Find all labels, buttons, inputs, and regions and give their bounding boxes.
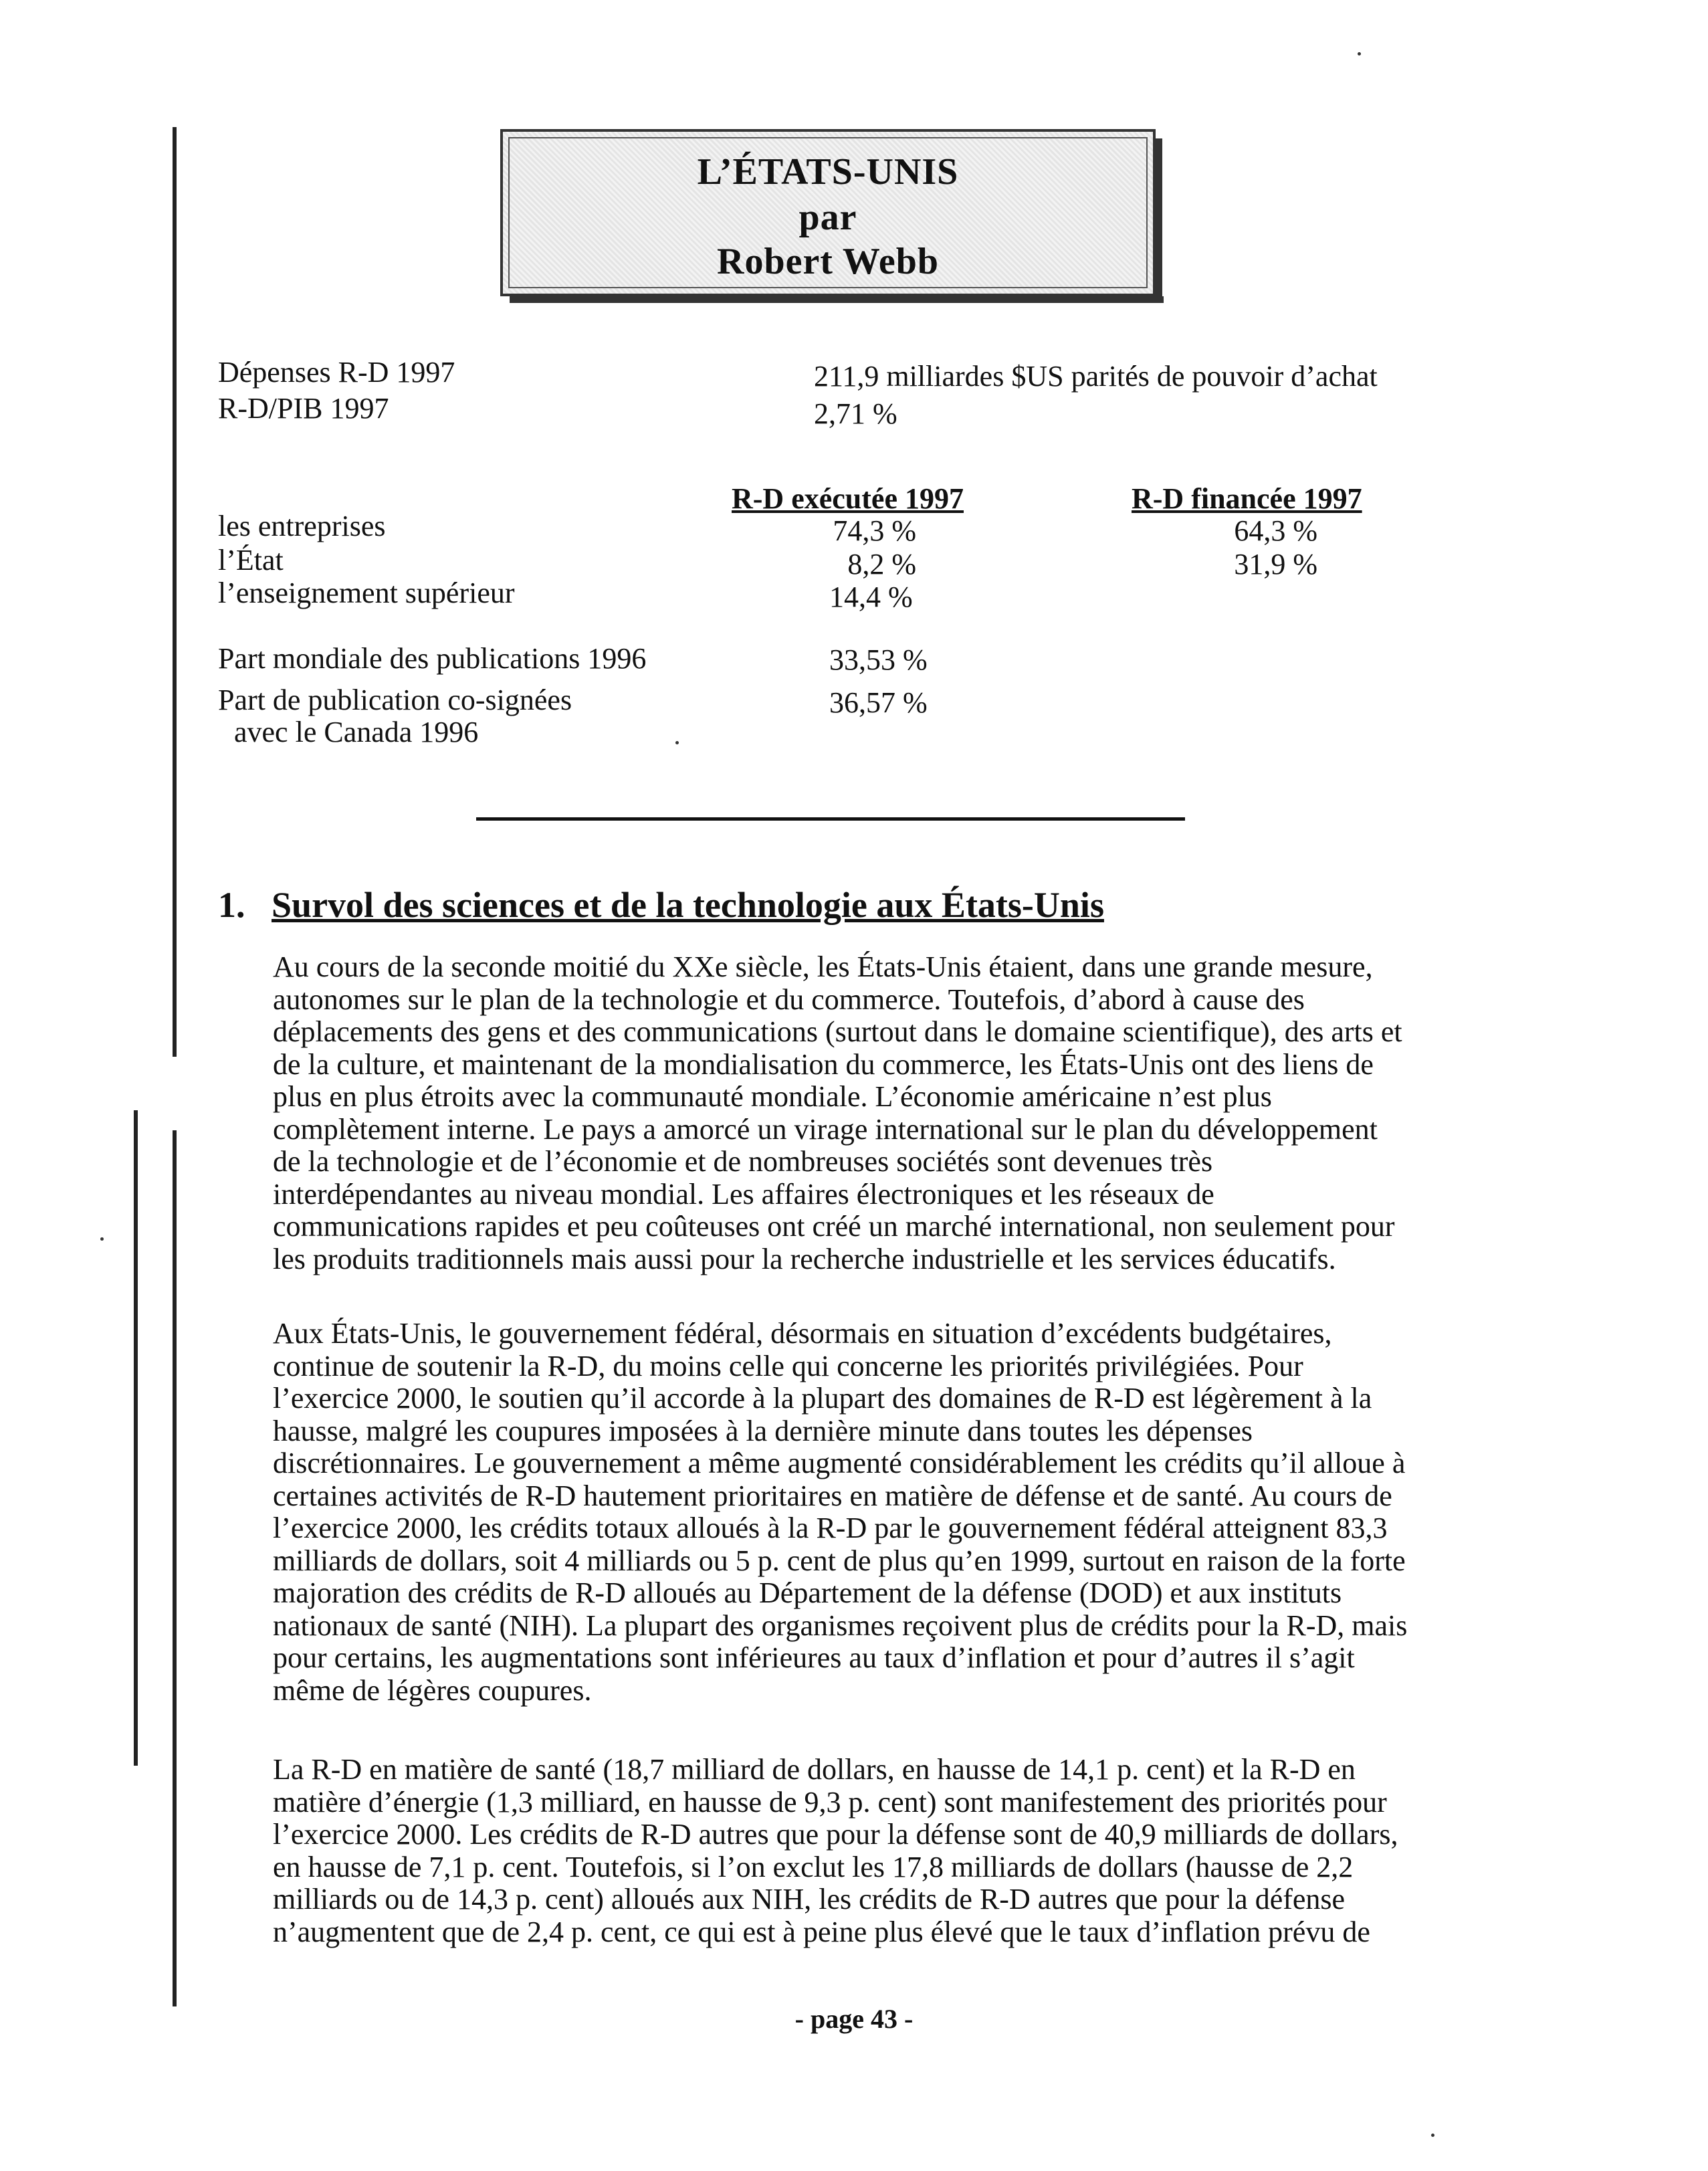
rd-spending-label: Dépenses R-D 1997: [218, 356, 455, 389]
section-divider: [476, 817, 1185, 821]
body-paragraph: La R-D en matière de santé (18,7 milliard de dollars, en hausse de 14,1 p. cent) et la R-D en matière d’énergie (1,3 milliard, en hausse de 9,3 p. cent) sont manifestement des priorités pour l’exercice 2000. Les crédits de R-D autres que pour la défense sont de 40,9 milliards de dollars, en hausse de 7,1 p. cent. Toutefois, si l’on exclut les 17,8 milliards de dollars (hausse de 2,2 milliards ou de 14,3 p. cent) alloués aux NIH, les crédits de R-D autres que pour la défense n’augmentent que de 2,4 p. cent, ce qui est à peine plus élevé que le taux d’inflation prévu de: [273, 1753, 1398, 1948]
row-label-higher-education: l’enseignement supérieur: [218, 577, 515, 609]
body-paragraph: Au cours de la seconde moitié du XXe siècle, les États-Unis étaient, dans une grande mesure, autonomes sur le plan de la technologie et du commerce. Toutefois, d’abord à cause des déplacements des gens et des communications (surtout dans le domaine scientifique), des arts et de la culture, et maintenant de la mondialisation du commerce, les États-Unis ont des liens de plus en plus étroits avec la communauté mondiale. L’économie américaine n’est plus complètement interne. Le pays a amorcé un virage international sur le plan du développement de la technologie et de l’économie et de nombreuses sociétés sont devenues très interdépendantes au niveau mondial. Les affaires électroniques et les réseaux de communications rapides et peu coûteuses ont créé un marché international, non seulement pour les produits traditionnels mais aussi pour la recherche industrielle et les services éducatifs.: [273, 950, 1402, 1275]
scan-speck: [1431, 2134, 1434, 2137]
rd-gdp-label: R-D/PIB 1997: [218, 392, 389, 425]
section-title: Survol des sciences et de la technologie aux États-Unis: [272, 885, 1104, 925]
body-paragraph: Aux États-Unis, le gouvernement fédéral, désormais en situation d’excédents budgétaires, continue de soutenir la R-D, du moins celle qui concerne les priorités privilégiées. Pour l’exercice 2000, le soutien qu’il accorde à la plupart des domaines de R-D est légèrement à la hausse, malgré les coupures imposées à la dernière minute dans toutes les dépenses discrétionnaires. Le gouvernement a même augmenté considérablement les crédits qu’il alloue à certaines activités de R-D hautement prioritaires en matière de défense et de santé. Au cours de l’exercice 2000, les crédits totaux alloués à la R-D par le gouvernement fédéral atteignent 83,3 milliards de dollars, soit 4 milliards ou 5 p. cent de plus qu’en 1999, surtout en raison de la forte majoration des crédits de R-D alloués au Département de la défense (DOD) et aux instituts nationaux de santé (NIH). La plupart des organismes reçoivent plus de crédits pour la R-D, mais pour certains, les augmentations sont inférieures au taux d’inflation et pour d’autres il s’agit même de légères coupures.: [273, 1317, 1408, 1707]
rd-spending-value: 211,9 milliardes $US parités de pouvoir d’achat: [814, 360, 1378, 393]
row-funded-state: 31,9 %: [1234, 548, 1317, 581]
row-executed-higher-education: 14,4 %: [829, 581, 913, 613]
scan-speck: [1358, 52, 1361, 56]
title-box: [500, 129, 1156, 296]
left-margin-bar: [173, 127, 177, 1057]
title-box-shadow: [1156, 138, 1162, 302]
cosigned-label: Part de publication co-signées: [218, 684, 572, 716]
page-title: L’ÉTATS-UNIS: [697, 151, 959, 193]
scan-speck: [675, 741, 679, 744]
left-change-bar: [134, 1110, 138, 1766]
row-label-state: l’État: [218, 544, 284, 577]
page-number: - page 43 -: [794, 2004, 914, 2034]
section-number: 1.: [218, 885, 245, 925]
row-funded-businesses: 64,3 %: [1234, 514, 1317, 547]
header-rd-executed: R-D exécutée 1997: [732, 482, 964, 515]
rd-gdp-value: 2,71 %: [814, 397, 897, 430]
section-heading: [218, 884, 1104, 926]
cosigned-label-continued: avec le Canada 1996: [234, 716, 479, 748]
cosigned-value: 36,57 %: [829, 686, 928, 719]
left-margin-bar-lower: [173, 1130, 177, 2006]
title-author: Robert Webb: [717, 241, 939, 282]
world-share-label: Part mondiale des publications 1996: [218, 642, 647, 675]
title-by: par: [798, 197, 857, 238]
scan-speck: [100, 1237, 104, 1241]
row-label-businesses: les entreprises: [218, 510, 386, 542]
world-share-value: 33,53 %: [829, 643, 928, 676]
title-box-shadow-bottom: [510, 296, 1164, 303]
row-executed-businesses: 74,3 %: [833, 514, 916, 547]
row-executed-state: 8,2 %: [847, 548, 916, 581]
header-rd-funded: R-D financée 1997: [1132, 482, 1362, 515]
